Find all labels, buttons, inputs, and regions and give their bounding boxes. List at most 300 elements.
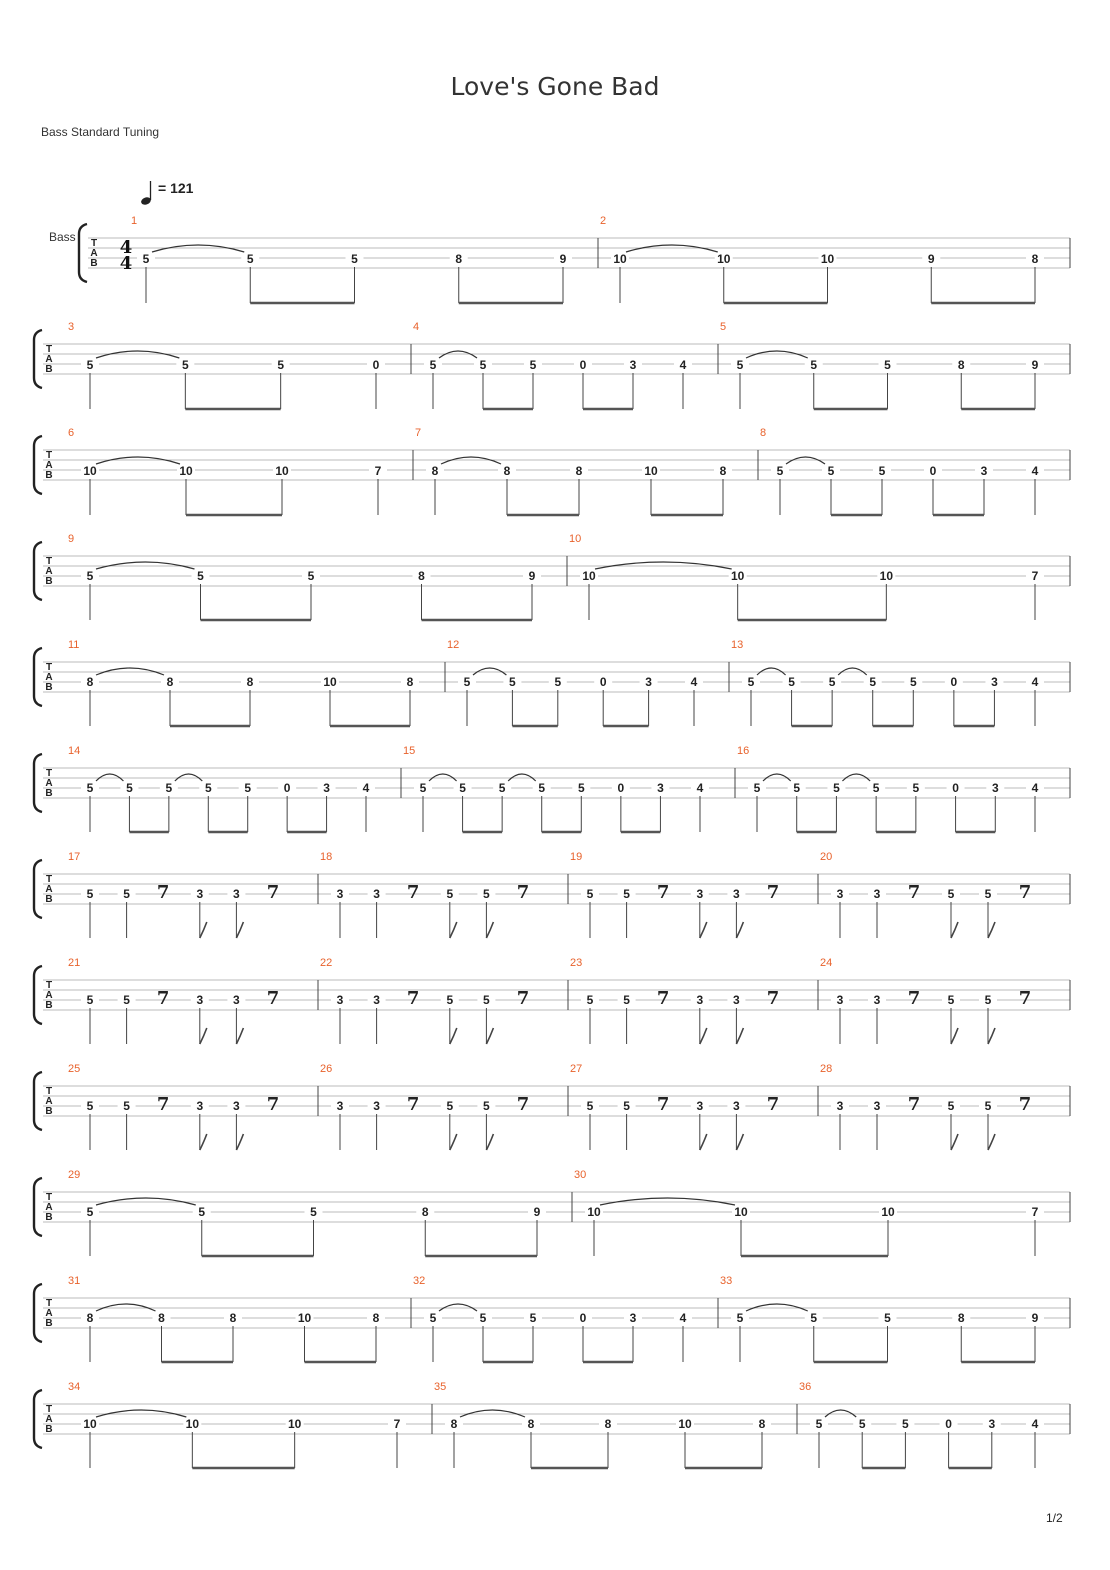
fret-number: 5 xyxy=(833,781,840,795)
note-flag xyxy=(236,922,243,938)
fret-number: 8 xyxy=(527,1417,535,1431)
note-flag xyxy=(736,1134,743,1150)
tab-clef-letter: B xyxy=(45,576,53,587)
fret-number: 5 xyxy=(86,887,94,901)
tab-clef-letter: T xyxy=(45,1404,53,1415)
fret-number: 5 xyxy=(165,781,173,795)
fret-number: 0 xyxy=(579,358,587,372)
system-brace xyxy=(34,860,42,918)
fret-number: 5 xyxy=(86,1205,94,1219)
tab-system xyxy=(34,533,1070,620)
fret-number: 5 xyxy=(858,1417,866,1431)
fret-number: 3 xyxy=(836,1099,844,1113)
fret-number: 0 xyxy=(372,358,380,372)
fret-number: 7 xyxy=(374,464,382,478)
fret-number: 3 xyxy=(373,993,380,1007)
tab-system xyxy=(34,1169,1070,1256)
fret-number: 3 xyxy=(373,887,380,901)
note-flag xyxy=(486,922,493,938)
tab-clef-letter: A xyxy=(45,354,53,365)
eighth-rest-icon: 7 xyxy=(406,1094,420,1115)
song-title: Love's Gone Bad xyxy=(450,72,660,101)
fret-number: 5 xyxy=(736,1311,744,1325)
eighth-rest-icon: 7 xyxy=(156,988,170,1009)
system-brace xyxy=(34,648,42,706)
fret-number: 5 xyxy=(142,252,150,266)
fret-number: 3 xyxy=(873,1099,881,1113)
fret-number: 5 xyxy=(815,1417,823,1431)
measure-number: 25 xyxy=(68,1063,81,1075)
eighth-rest-icon: 7 xyxy=(266,988,280,1009)
tab-clef-letter: B xyxy=(45,788,53,799)
tab-clef-letter: A xyxy=(45,778,53,789)
fret-number: 0 xyxy=(950,675,958,689)
fret-number: 9 xyxy=(927,252,935,266)
fret-number: 5 xyxy=(446,887,454,901)
measure-number: 13 xyxy=(731,639,744,651)
note-flag xyxy=(450,1134,457,1150)
fret-number: 7 xyxy=(393,1417,401,1431)
fret-number: 8 xyxy=(421,1205,429,1219)
tab-clef-letter: B xyxy=(45,364,53,375)
fret-number: 10 xyxy=(287,1417,302,1431)
fret-number: 5 xyxy=(123,993,130,1007)
fret-number: 5 xyxy=(123,887,130,901)
measure-number: 11 xyxy=(68,639,80,651)
eighth-rest-icon: 7 xyxy=(516,882,530,903)
measure-number: 1 xyxy=(131,215,138,227)
fret-number: 10 xyxy=(881,1205,895,1219)
tab-system xyxy=(34,639,1070,726)
eighth-rest-icon: 7 xyxy=(516,1094,530,1115)
fret-number: 10 xyxy=(734,1205,748,1219)
tempo-value: = 121 xyxy=(158,180,194,196)
fret-number: 9 xyxy=(1031,1311,1039,1325)
eighth-rest-icon: 7 xyxy=(266,1094,280,1115)
fret-number: 3 xyxy=(336,887,344,901)
note-flag xyxy=(200,1028,207,1044)
measure-number: 16 xyxy=(737,745,750,757)
eighth-rest-icon: 7 xyxy=(1018,988,1032,1009)
note-flag xyxy=(700,1134,707,1150)
note-flag xyxy=(736,1028,743,1044)
fret-number: 3 xyxy=(323,781,330,795)
fret-number: 5 xyxy=(902,1417,909,1431)
eighth-rest-icon: 7 xyxy=(766,988,780,1009)
measure-number: 22 xyxy=(320,957,333,969)
fret-number: 3 xyxy=(733,993,740,1007)
measure-number: 19 xyxy=(570,851,583,863)
tab-clef-letter: T xyxy=(45,556,53,567)
tab-clef-letter: B xyxy=(45,1212,53,1223)
system-brace xyxy=(34,1072,42,1130)
fret-number: 5 xyxy=(947,993,955,1007)
note-flag xyxy=(486,1134,493,1150)
fret-number: 5 xyxy=(277,358,285,372)
note-flag xyxy=(951,1028,958,1044)
fret-number: 5 xyxy=(884,358,891,372)
fret-number: 5 xyxy=(623,993,630,1007)
tab-clef-letter: T xyxy=(45,1192,53,1203)
eighth-rest-icon: 7 xyxy=(516,988,530,1009)
fret-number: 3 xyxy=(873,993,881,1007)
fret-number: 5 xyxy=(984,993,992,1007)
fret-number: 3 xyxy=(696,887,704,901)
fret-number: 5 xyxy=(869,675,877,689)
fret-number: 5 xyxy=(538,781,546,795)
measure-number: 14 xyxy=(68,745,81,757)
fret-number: 3 xyxy=(657,781,664,795)
tab-clef-letter: B xyxy=(45,894,53,905)
fret-number: 10 xyxy=(323,675,337,689)
fret-number: 0 xyxy=(283,781,291,795)
eighth-rest-icon: 7 xyxy=(656,882,670,903)
fret-number: 10 xyxy=(613,252,627,266)
fret-number: 3 xyxy=(233,1099,240,1113)
fret-number: 5 xyxy=(623,887,630,901)
fret-number: 5 xyxy=(947,887,955,901)
measure-number: 33 xyxy=(720,1275,733,1287)
measure xyxy=(415,427,732,515)
fret-number: 8 xyxy=(229,1311,237,1325)
fret-number: 10 xyxy=(275,464,289,478)
fret-number: 8 xyxy=(431,464,439,478)
eighth-rest-icon: 7 xyxy=(406,988,420,1009)
fret-number: 4 xyxy=(1031,464,1039,478)
system-brace xyxy=(34,436,42,494)
system-brace xyxy=(34,330,42,388)
measure-number: 30 xyxy=(574,1169,587,1181)
measure-number: 5 xyxy=(720,321,727,333)
fret-number: 3 xyxy=(733,887,740,901)
tab-clef-letter: A xyxy=(45,990,53,1001)
fret-number: 3 xyxy=(629,1311,637,1325)
fret-number: 10 xyxy=(820,252,835,266)
eighth-rest-icon: 7 xyxy=(1018,1094,1032,1115)
note-flag xyxy=(736,922,743,938)
fret-number: 5 xyxy=(86,781,94,795)
tab-system xyxy=(34,1063,1070,1150)
measure-number: 26 xyxy=(320,1063,333,1075)
measure-number: 18 xyxy=(320,851,333,863)
fret-number: 3 xyxy=(645,675,652,689)
measure-number: 28 xyxy=(820,1063,833,1075)
fret-number: 3 xyxy=(196,993,204,1007)
tab-clef-letter: A xyxy=(90,248,98,259)
measure-number: 15 xyxy=(403,745,416,757)
measure-number: 8 xyxy=(760,427,767,439)
eighth-rest-icon: 7 xyxy=(156,882,170,903)
system-brace xyxy=(34,1284,42,1342)
fret-number: 4 xyxy=(696,781,704,795)
fret-number: 0 xyxy=(929,464,937,478)
fret-number: 5 xyxy=(912,781,920,795)
eighth-rest-icon: 7 xyxy=(656,1094,670,1115)
tab-clef-letter: A xyxy=(45,672,53,683)
fret-number: 8 xyxy=(957,358,965,372)
fret-number: 5 xyxy=(483,887,490,901)
measure-number: 35 xyxy=(434,1381,447,1393)
tab-clef-letter: B xyxy=(45,1000,53,1011)
tab-system xyxy=(34,851,1070,938)
fret-number: 10 xyxy=(730,569,745,583)
measure-number: 4 xyxy=(413,321,420,333)
measure xyxy=(720,321,1044,409)
instrument-label: Bass xyxy=(49,230,76,244)
note-flag xyxy=(988,922,995,938)
fret-number: 5 xyxy=(776,464,784,478)
fret-number: 8 xyxy=(575,464,583,478)
fret-number: 5 xyxy=(984,887,992,901)
fret-number: 3 xyxy=(991,781,999,795)
tab-system xyxy=(34,1381,1070,1468)
fret-number: 3 xyxy=(233,993,240,1007)
tab-system xyxy=(34,427,1070,515)
fret-number: 5 xyxy=(246,252,254,266)
fret-number: 5 xyxy=(204,781,212,795)
fret-number: 3 xyxy=(696,993,704,1007)
fret-number: 4 xyxy=(1031,675,1039,689)
measure-number: 6 xyxy=(68,427,75,439)
eighth-rest-icon: 7 xyxy=(907,1094,921,1115)
fret-number: 3 xyxy=(233,887,240,901)
fret-number: 10 xyxy=(717,252,731,266)
measure-number: 23 xyxy=(570,957,583,969)
fret-number: 4 xyxy=(362,781,370,795)
fret-number: 5 xyxy=(429,1311,437,1325)
fret-number: 10 xyxy=(185,1417,200,1431)
fret-number: 8 xyxy=(604,1417,612,1431)
fret-number: 9 xyxy=(528,569,536,583)
fret-number: 3 xyxy=(196,887,204,901)
measure-number: 36 xyxy=(799,1381,812,1393)
note-flag xyxy=(988,1028,995,1044)
tuning-label: Bass Standard Tuning xyxy=(41,125,160,139)
eighth-rest-icon: 7 xyxy=(1018,882,1032,903)
measure-number: 3 xyxy=(68,321,75,333)
fret-number: 8 xyxy=(957,1311,965,1325)
tab-system xyxy=(34,321,1070,409)
fret-number: 8 xyxy=(158,1311,165,1325)
fret-number: 10 xyxy=(879,569,894,583)
fret-number: 5 xyxy=(198,1205,206,1219)
fret-number: 0 xyxy=(599,675,607,689)
measure-number: 17 xyxy=(68,851,81,863)
fret-number: 8 xyxy=(719,464,727,478)
tab-clef-letter: T xyxy=(45,1086,53,1097)
eighth-rest-icon: 7 xyxy=(907,882,921,903)
eighth-rest-icon: 7 xyxy=(656,988,670,1009)
tab-system xyxy=(34,745,1070,832)
fret-number: 5 xyxy=(126,781,133,795)
tab-clef-letter: T xyxy=(45,344,53,355)
fret-number: 8 xyxy=(758,1417,766,1431)
fret-number: 5 xyxy=(86,569,94,583)
fret-number: 7 xyxy=(1031,569,1039,583)
eighth-rest-icon: 7 xyxy=(156,1094,170,1115)
note-flag xyxy=(450,922,457,938)
measure-number: 2 xyxy=(600,215,607,227)
tab-system xyxy=(34,957,1070,1044)
measure xyxy=(760,427,1044,515)
measure-number: 34 xyxy=(68,1381,81,1393)
fret-number: 5 xyxy=(86,1099,94,1113)
fret-number: 4 xyxy=(1031,1417,1039,1431)
fret-number: 3 xyxy=(336,993,344,1007)
fret-number: 5 xyxy=(86,993,94,1007)
fret-number: 0 xyxy=(579,1311,587,1325)
fret-number: 5 xyxy=(181,358,189,372)
fret-number: 3 xyxy=(733,1099,740,1113)
fret-number: 5 xyxy=(197,569,204,583)
fret-number: 4 xyxy=(679,358,687,372)
measure-number: 20 xyxy=(820,851,833,863)
tab-clef-letter: B xyxy=(45,682,53,693)
note-flag xyxy=(200,1134,207,1150)
note-flag xyxy=(450,1028,457,1044)
fret-number: 5 xyxy=(788,675,795,689)
measure-number: 9 xyxy=(68,533,75,545)
fret-number: 5 xyxy=(86,358,94,372)
fret-number: 3 xyxy=(873,887,881,901)
fret-number: 3 xyxy=(196,1099,204,1113)
fret-number: 10 xyxy=(582,569,596,583)
fret-number: 5 xyxy=(446,1099,454,1113)
measure-number: 21 xyxy=(68,957,81,969)
measure-number: 29 xyxy=(68,1169,81,1181)
eighth-rest-icon: 7 xyxy=(766,882,780,903)
measure xyxy=(68,321,385,409)
fret-number: 5 xyxy=(529,1311,537,1325)
fret-number: 5 xyxy=(479,1311,487,1325)
fret-number: 5 xyxy=(307,569,315,583)
fret-number: 9 xyxy=(559,252,567,266)
system-brace xyxy=(34,754,42,812)
tab-clef-letter: A xyxy=(45,566,53,577)
eighth-rest-icon: 7 xyxy=(907,988,921,1009)
tempo-quarter-note-icon xyxy=(140,181,152,206)
time-signature-top: 4 xyxy=(119,237,133,258)
fret-number: 0 xyxy=(945,1417,952,1431)
fret-number: 5 xyxy=(586,887,594,901)
fret-number: 8 xyxy=(86,1311,94,1325)
note-flag xyxy=(236,1028,243,1044)
fret-number: 8 xyxy=(406,675,414,689)
fret-number: 10 xyxy=(644,464,658,478)
fret-number: 5 xyxy=(810,358,818,372)
fret-number: 10 xyxy=(297,1311,312,1325)
fret-number: 5 xyxy=(509,675,516,689)
tab-clef-letter: T xyxy=(45,662,53,673)
tab-clef-letter: A xyxy=(45,460,53,471)
system-brace xyxy=(34,966,42,1024)
tab-clef-letter: T xyxy=(45,450,53,461)
tab-clef-letter: B xyxy=(90,258,98,269)
fret-number: 10 xyxy=(678,1417,692,1431)
measure-number: 32 xyxy=(413,1275,426,1287)
measure xyxy=(68,427,387,515)
fret-number: 3 xyxy=(696,1099,704,1113)
measure xyxy=(413,321,692,409)
fret-number: 9 xyxy=(533,1205,541,1219)
fret-number: 5 xyxy=(483,1099,490,1113)
fret-number: 5 xyxy=(419,781,427,795)
system-brace xyxy=(34,1390,42,1448)
fret-number: 9 xyxy=(1031,358,1039,372)
tab-clef-letter: T xyxy=(45,768,53,779)
fret-number: 3 xyxy=(836,887,844,901)
fret-number: 5 xyxy=(827,464,835,478)
fret-number: 8 xyxy=(86,675,94,689)
fret-number: 3 xyxy=(836,993,844,1007)
tab-clef-letter: B xyxy=(45,1424,53,1435)
tab-clef-letter: A xyxy=(45,1414,53,1425)
measure-number: 31 xyxy=(68,1275,81,1287)
fret-number: 3 xyxy=(991,675,998,689)
note-flag xyxy=(486,1028,493,1044)
note-flag xyxy=(951,922,958,938)
tab-clef-letter: T xyxy=(45,980,53,991)
fret-number: 5 xyxy=(483,993,490,1007)
measure xyxy=(600,215,1044,303)
fret-number: 10 xyxy=(83,1417,97,1431)
system-brace xyxy=(34,1178,42,1236)
tab-clef-letter: A xyxy=(45,1202,53,1213)
fret-number: 5 xyxy=(793,781,801,795)
time-signature-bottom: 4 xyxy=(119,253,133,274)
measure xyxy=(131,215,572,303)
fret-number: 5 xyxy=(872,781,880,795)
fret-number: 5 xyxy=(498,781,506,795)
note-flag xyxy=(951,1134,958,1150)
tab-system xyxy=(34,1275,1070,1362)
note-flag xyxy=(200,922,207,938)
tab-clef-letter: B xyxy=(45,1318,53,1329)
fret-number: 5 xyxy=(446,993,454,1007)
tab-clef-letter: T xyxy=(45,1298,53,1309)
note-flag xyxy=(700,922,707,938)
fret-number: 10 xyxy=(179,464,193,478)
fret-number: 3 xyxy=(336,1099,344,1113)
eighth-rest-icon: 7 xyxy=(406,882,420,903)
fret-number: 0 xyxy=(617,781,625,795)
fret-number: 5 xyxy=(736,358,744,372)
fret-number: 5 xyxy=(586,993,594,1007)
fret-number: 3 xyxy=(373,1099,380,1113)
fret-number: 5 xyxy=(429,358,437,372)
fret-number: 8 xyxy=(166,675,174,689)
fret-number: 5 xyxy=(479,358,487,372)
measure-number: 27 xyxy=(570,1063,583,1075)
fret-number: 5 xyxy=(753,781,761,795)
fret-number: 5 xyxy=(884,1311,891,1325)
note-flag xyxy=(700,1028,707,1044)
fret-number: 8 xyxy=(1031,252,1039,266)
fret-number: 5 xyxy=(310,1205,317,1219)
fret-number: 5 xyxy=(459,781,466,795)
fret-number: 5 xyxy=(463,675,471,689)
measure-number: 12 xyxy=(447,639,460,651)
fret-number: 4 xyxy=(1031,781,1039,795)
tab-clef-letter: T xyxy=(90,238,98,249)
note-flag xyxy=(236,1134,243,1150)
fret-number: 5 xyxy=(810,1311,818,1325)
measure-number: 7 xyxy=(415,427,422,439)
fret-number: 5 xyxy=(123,1099,130,1113)
fret-number: 10 xyxy=(83,464,97,478)
fret-number: 8 xyxy=(503,464,511,478)
system-brace xyxy=(34,542,42,600)
